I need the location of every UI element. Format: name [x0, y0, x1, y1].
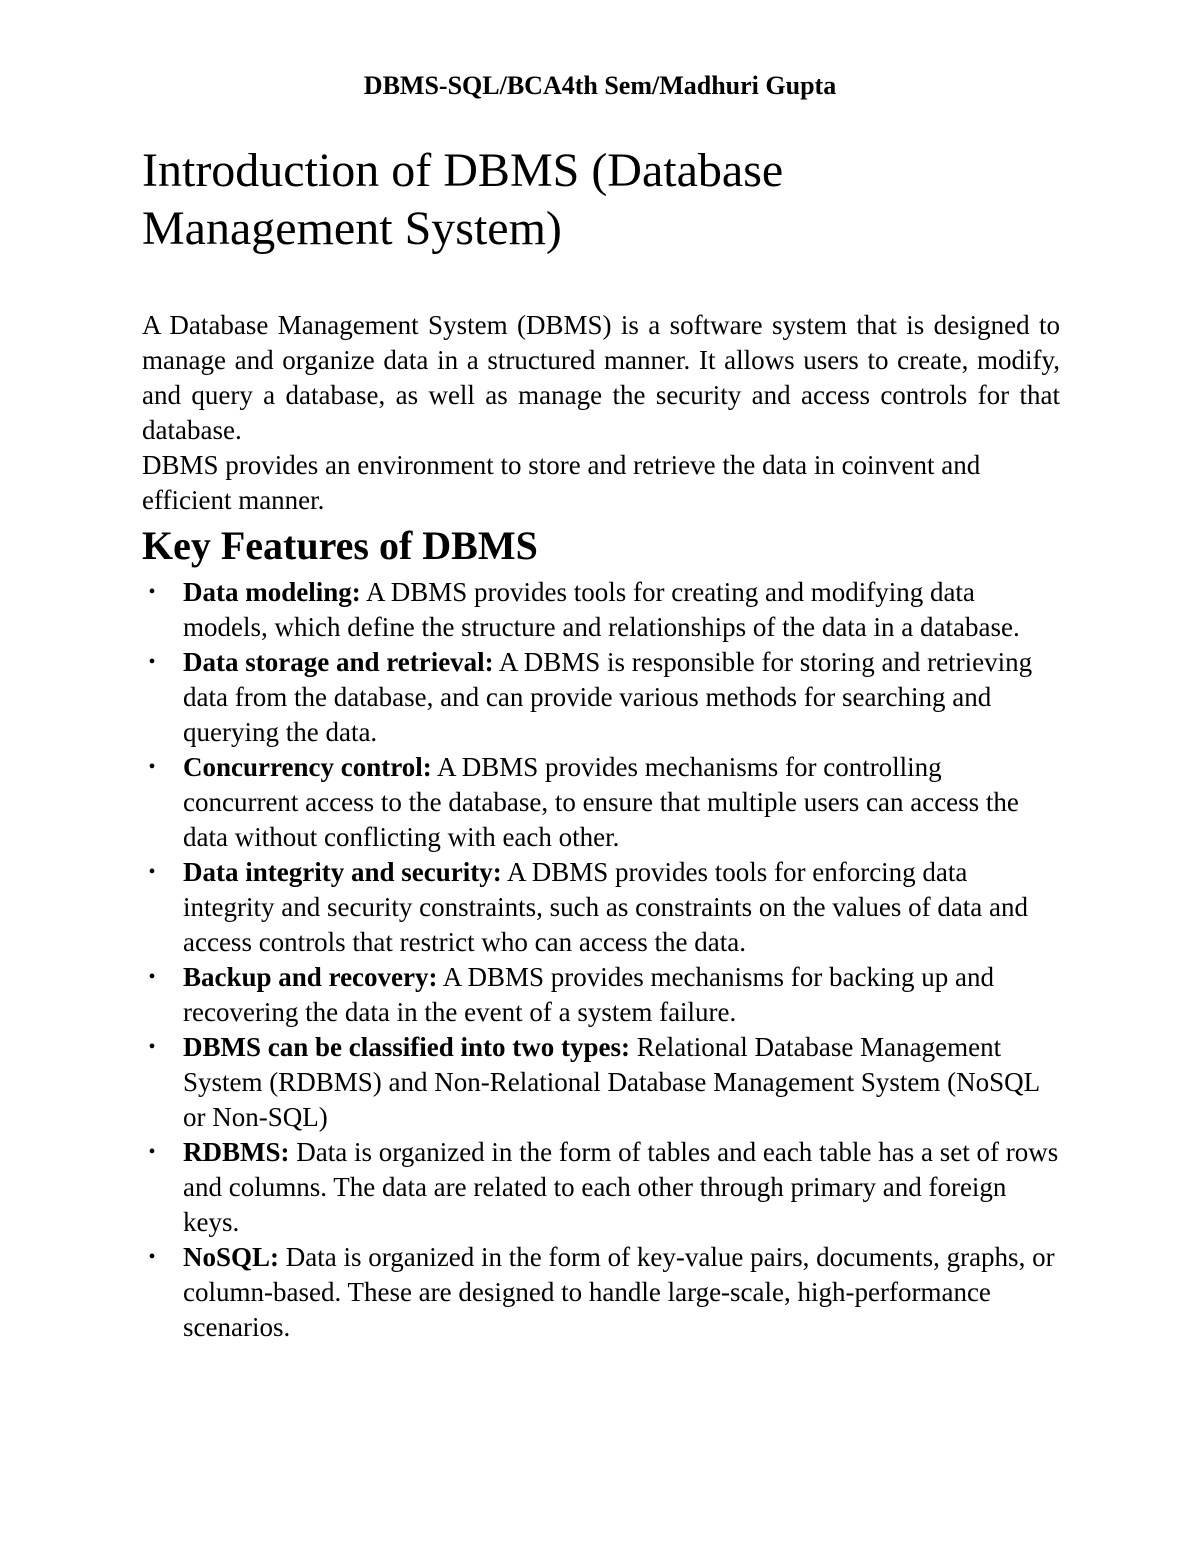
- bullet-icon: •: [148, 1246, 156, 1268]
- bullet-icon: •: [148, 861, 156, 883]
- feature-description: Data is organized in the form of key-value pairs, documents, graphs, or column-based. These are designed to handle large-scale, high-performance scenarios.: [183, 1242, 1055, 1342]
- feature-item-nosql: [142, 1240, 1062, 1345]
- feature-term: Data storage and retrieval:: [183, 647, 494, 677]
- key-features-heading: Key Features of DBMS: [142, 523, 538, 568]
- bullet-icon: •: [148, 966, 156, 988]
- feature-description: A DBMS provides tools for creating and modifying data models, which define the structure and relationships of the data in a database.: [183, 577, 1020, 642]
- feature-item-dbms-types: [142, 1030, 1062, 1135]
- key-features-list: [142, 575, 1062, 1345]
- intro-section: [142, 308, 1060, 518]
- feature-item-backup-recovery: [142, 960, 1062, 1030]
- bullet-icon: •: [148, 581, 156, 603]
- feature-description: Data is organized in the form of tables and each table has a set of rows and columns. The data are related to each other through primary and foreign keys.: [183, 1137, 1059, 1237]
- bullet-icon: •: [148, 1036, 156, 1058]
- feature-item-data-integrity-security: [142, 855, 1062, 960]
- intro-paragraph-definition: A Database Management System (DBMS) is a software system that is designed to manage and organize data in a structured manner. It allows users to create, modify, and query a database, as well as manage the security and access controls for that database.: [142, 310, 1060, 445]
- bullet-icon: •: [148, 756, 156, 778]
- feature-description: A DBMS provides tools for enforcing data integrity and security constraints, such as constraints on the values of data and access controls that restrict who can access the data.: [183, 857, 1029, 957]
- feature-description: A DBMS is responsible for storing and retrieving data from the database, and can provide various methods for searching and querying the data.: [183, 647, 1033, 747]
- feature-term: Data modeling:: [183, 577, 361, 607]
- bullet-icon: •: [148, 651, 156, 673]
- page-title-line-1: Introduction of DBMS (Database: [142, 144, 784, 197]
- feature-term: Concurrency control:: [183, 752, 432, 782]
- feature-item-rdbms: [142, 1135, 1062, 1240]
- bullet-icon: •: [148, 1141, 156, 1163]
- feature-item-concurrency-control: [142, 750, 1062, 855]
- feature-description: A DBMS provides mechanisms for backing up and recovering the data in the event of a system failure.: [183, 962, 994, 1027]
- page-title-line-2: Management System): [142, 202, 562, 255]
- feature-term: RDBMS:: [183, 1137, 290, 1167]
- feature-term: NoSQL:: [183, 1242, 280, 1272]
- feature-description: Relational Database Management System (RDBMS) and Non-Relational Database Management System (NoSQL or Non-SQL): [183, 1032, 1040, 1132]
- feature-term: DBMS can be classified into two types:: [183, 1032, 630, 1062]
- feature-item-data-storage-retrieval: [142, 645, 1062, 750]
- page-title: [142, 142, 1042, 258]
- intro-paragraph-environment: DBMS provides an environment to store and retrieve the data in coinvent and efficient manner.: [142, 450, 981, 515]
- feature-item-data-modeling: [142, 575, 1062, 645]
- feature-term: Backup and recovery:: [183, 962, 438, 992]
- running-header: DBMS-SQL/BCA4th Sem/Madhuri Gupta: [363, 71, 837, 100]
- feature-term: Data integrity and security:: [183, 857, 502, 887]
- feature-description: A DBMS provides mechanisms for controlling concurrent access to the database, to ensure that multiple users can access the data without conflicting with each other.: [183, 752, 1019, 852]
